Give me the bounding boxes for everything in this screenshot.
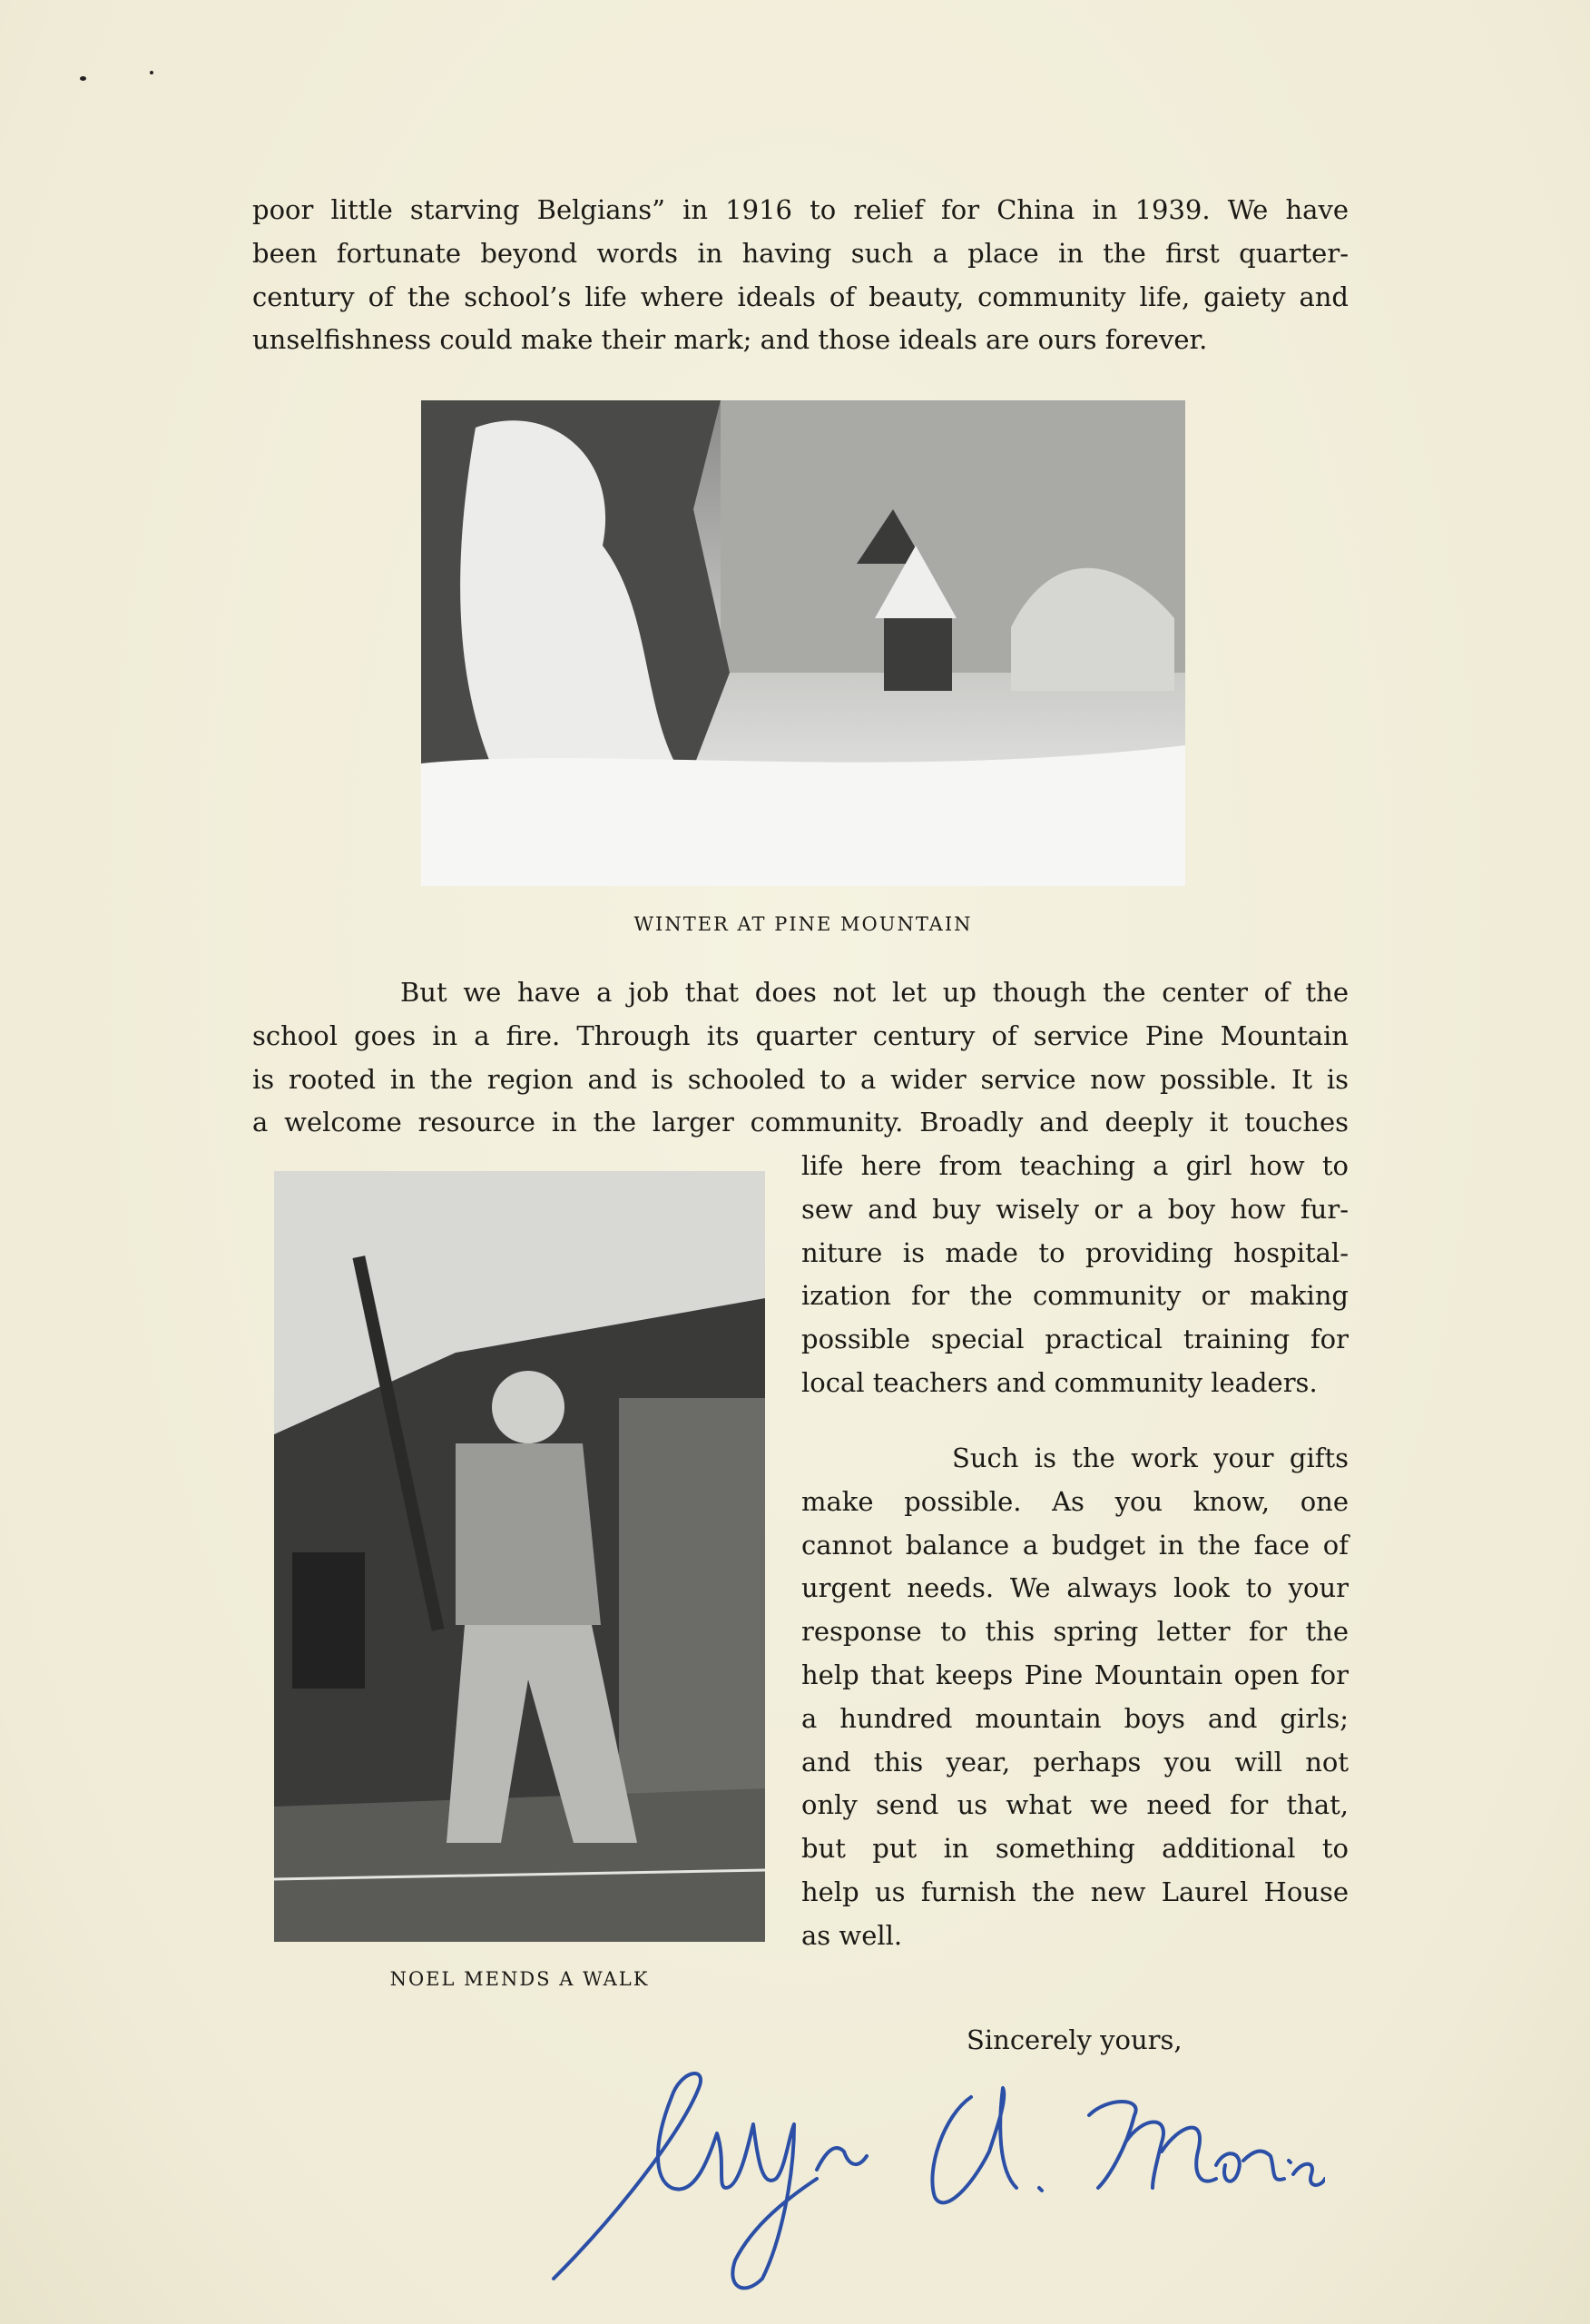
text-line: But we have a job that does not let up though the center of the bbox=[400, 977, 1349, 1008]
text-line: urgent needs. We always look to your bbox=[801, 1572, 1349, 1604]
photo-caption-noel: NOEL MENDS A WALK bbox=[389, 1968, 650, 1990]
handwritten-signature bbox=[545, 2061, 1325, 2297]
text-line: unselfishness could make their mark; and those ideals are ours forever. bbox=[252, 324, 1208, 356]
photo-noel-mends-a-walk bbox=[274, 1171, 765, 1942]
text-line: sew and buy wisely or a boy how fur- bbox=[801, 1193, 1349, 1225]
text-line: help us furnish the new Laurel House bbox=[801, 1876, 1349, 1907]
text-line: poor little starving Belgians” in 1916 to relief for China in 1939. We have bbox=[252, 194, 1349, 225]
closing-salutation: Sincerely yours, bbox=[967, 2024, 1183, 2055]
text-line: but put in something additional to bbox=[801, 1833, 1349, 1865]
text-line: response to this spring letter for the bbox=[801, 1616, 1349, 1648]
text-line: niture is made to providing hospital- bbox=[801, 1236, 1349, 1268]
paper-speck bbox=[80, 76, 86, 81]
text-line: local teachers and community leaders. bbox=[801, 1366, 1318, 1398]
text-line: a hundred mountain boys and girls; bbox=[801, 1702, 1349, 1734]
text-line: help that keeps Pine Mountain open for bbox=[801, 1659, 1349, 1690]
paragraph-2-full-width bbox=[252, 971, 1349, 1145]
paragraph-3 bbox=[801, 1437, 1349, 1958]
text-line: possible special practical training for bbox=[801, 1324, 1349, 1355]
text-line: century of the school’s life where ideals of beauty, community life, gaiety and bbox=[252, 281, 1349, 312]
paper-speck bbox=[150, 71, 153, 74]
paragraph-1 bbox=[252, 189, 1349, 362]
text-line: school goes in a fire. Through its quarter century of service Pine Mountain bbox=[252, 1019, 1349, 1051]
text-line: as well. bbox=[801, 1919, 903, 1951]
text-line: Such is the work your gifts bbox=[952, 1443, 1349, 1473]
photo-caption-winter: WINTER AT PINE MOUNTAIN bbox=[633, 913, 973, 935]
text-line: a welcome resource in the larger community. Broadly and deeply it touches bbox=[252, 1107, 1349, 1138]
text-line: is rooted in the region and is schooled to a wider service now possible. It is bbox=[252, 1063, 1349, 1095]
text-line: been fortunate beyond words in having such a place in the first quarter- bbox=[252, 237, 1349, 269]
text-line: make possible. As you know, one bbox=[801, 1485, 1349, 1517]
text-line: ization for the community or making bbox=[801, 1280, 1349, 1312]
text-line: life here from teaching a girl how to bbox=[801, 1150, 1349, 1181]
paragraph-2-column bbox=[801, 1145, 1349, 1405]
photo-winter-at-pine-mountain bbox=[421, 400, 1185, 886]
text-line: only send us what we need for that, bbox=[801, 1789, 1349, 1821]
text-line: and this year, perhaps you will not bbox=[801, 1746, 1349, 1777]
text-line: cannot balance a budget in the face of bbox=[801, 1529, 1349, 1561]
